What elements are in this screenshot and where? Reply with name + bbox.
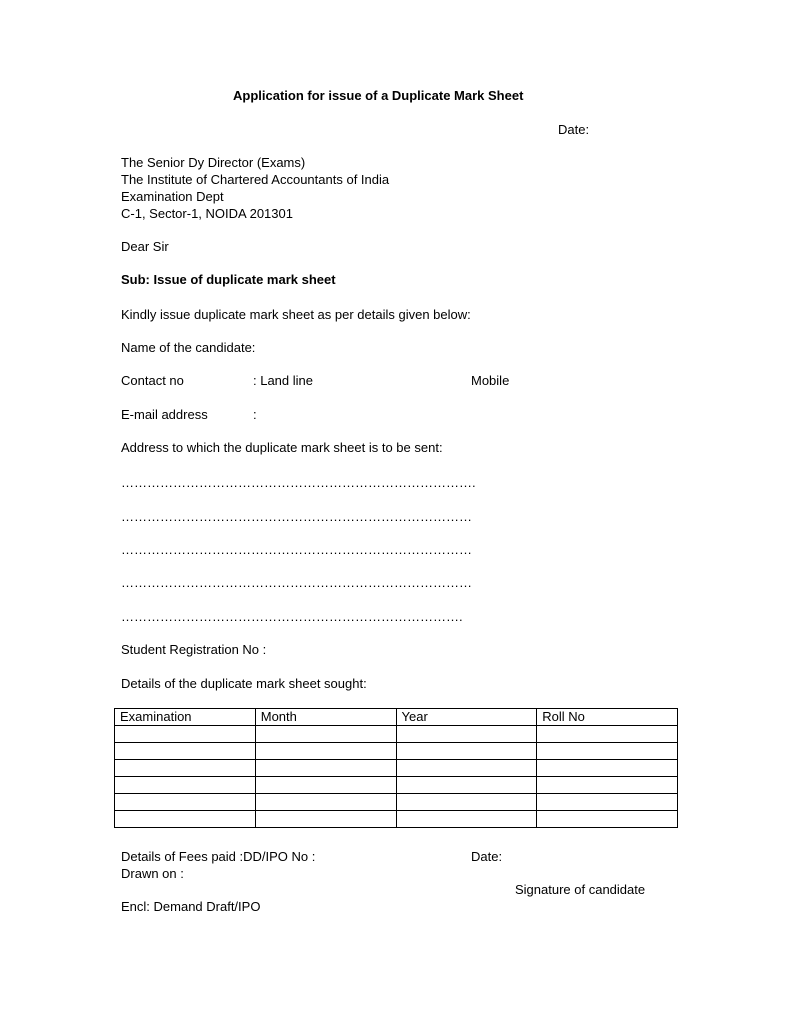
table-cell[interactable] [396, 760, 537, 777]
address-line-4: C-1, Sector-1, NOIDA 201301 [121, 206, 293, 221]
table-cell[interactable] [537, 726, 678, 743]
dotted-line: ……………………………………………………………………. [121, 609, 463, 624]
fees-date-label: Date: [471, 849, 503, 864]
table-cell[interactable] [537, 760, 678, 777]
dotted-line: ……………………………………………………………………… [121, 542, 472, 557]
table-cell[interactable] [115, 811, 256, 828]
table-cell[interactable] [115, 760, 256, 777]
email-label: E-mail address [121, 407, 208, 422]
table-header-row [115, 709, 678, 726]
address-to-send-label: Address to which the duplicate mark sheet is to be sent: [121, 440, 443, 455]
table-row [115, 743, 678, 760]
table-cell[interactable] [255, 794, 396, 811]
enclosure-label: Encl: Demand Draft/IPO [121, 899, 261, 914]
table-row [115, 811, 678, 828]
header-roll-no: Roll No [537, 709, 678, 726]
table-cell[interactable] [115, 743, 256, 760]
table-cell[interactable] [255, 726, 396, 743]
table-row [115, 760, 678, 777]
registration-label: Student Registration No : [121, 642, 267, 657]
header-year: Year [396, 709, 537, 726]
contact-label: Contact no [121, 373, 184, 388]
table-cell[interactable] [255, 743, 396, 760]
drawn-on-label: Drawn on : [121, 866, 184, 881]
table-row [115, 777, 678, 794]
address-line-2: The Institute of Chartered Accountants of India [121, 172, 390, 187]
table-cell[interactable] [115, 794, 256, 811]
salutation: Dear Sir [121, 239, 169, 254]
table-row [115, 794, 678, 811]
table-row [115, 726, 678, 743]
email-colon: : [253, 407, 257, 422]
header-examination: Examination [115, 709, 256, 726]
table-cell[interactable] [255, 811, 396, 828]
table-cell[interactable] [537, 811, 678, 828]
marksheet-table [114, 708, 678, 828]
page-title: Application for issue of a Duplicate Mark Sheet [233, 88, 524, 103]
table-cell[interactable] [537, 777, 678, 794]
table-cell[interactable] [115, 777, 256, 794]
table-cell[interactable] [396, 726, 537, 743]
mobile-label: Mobile [471, 373, 510, 388]
table-cell[interactable] [255, 760, 396, 777]
fees-label: Details of Fees paid :DD/IPO No : [121, 849, 316, 864]
table-cell[interactable] [537, 743, 678, 760]
intro-text: Kindly issue duplicate mark sheet as per details given below: [121, 307, 471, 322]
table-cell[interactable] [255, 777, 396, 794]
table-cell[interactable] [396, 777, 537, 794]
details-label: Details of the duplicate mark sheet sought: [121, 676, 367, 691]
dotted-line: ………………………………………………………………………. [121, 475, 476, 490]
name-label: Name of the candidate: [121, 340, 256, 355]
subject: Sub: Issue of duplicate mark sheet [121, 272, 336, 287]
address-line-1: The Senior Dy Director (Exams) [121, 155, 306, 170]
signature-label: Signature of candidate [515, 882, 646, 897]
date-label: Date: [558, 122, 590, 137]
address-line-3: Examination Dept [121, 189, 224, 204]
table-cell[interactable] [396, 743, 537, 760]
table-cell[interactable] [115, 726, 256, 743]
header-month: Month [255, 709, 396, 726]
dotted-line: ……………………………………………………………………… [121, 575, 472, 590]
table-cell[interactable] [396, 811, 537, 828]
table-cell[interactable] [537, 794, 678, 811]
table-cell[interactable] [396, 794, 537, 811]
dotted-line: ……………………………………………………………………… [121, 509, 472, 524]
landline-label: : Land line [253, 373, 313, 388]
